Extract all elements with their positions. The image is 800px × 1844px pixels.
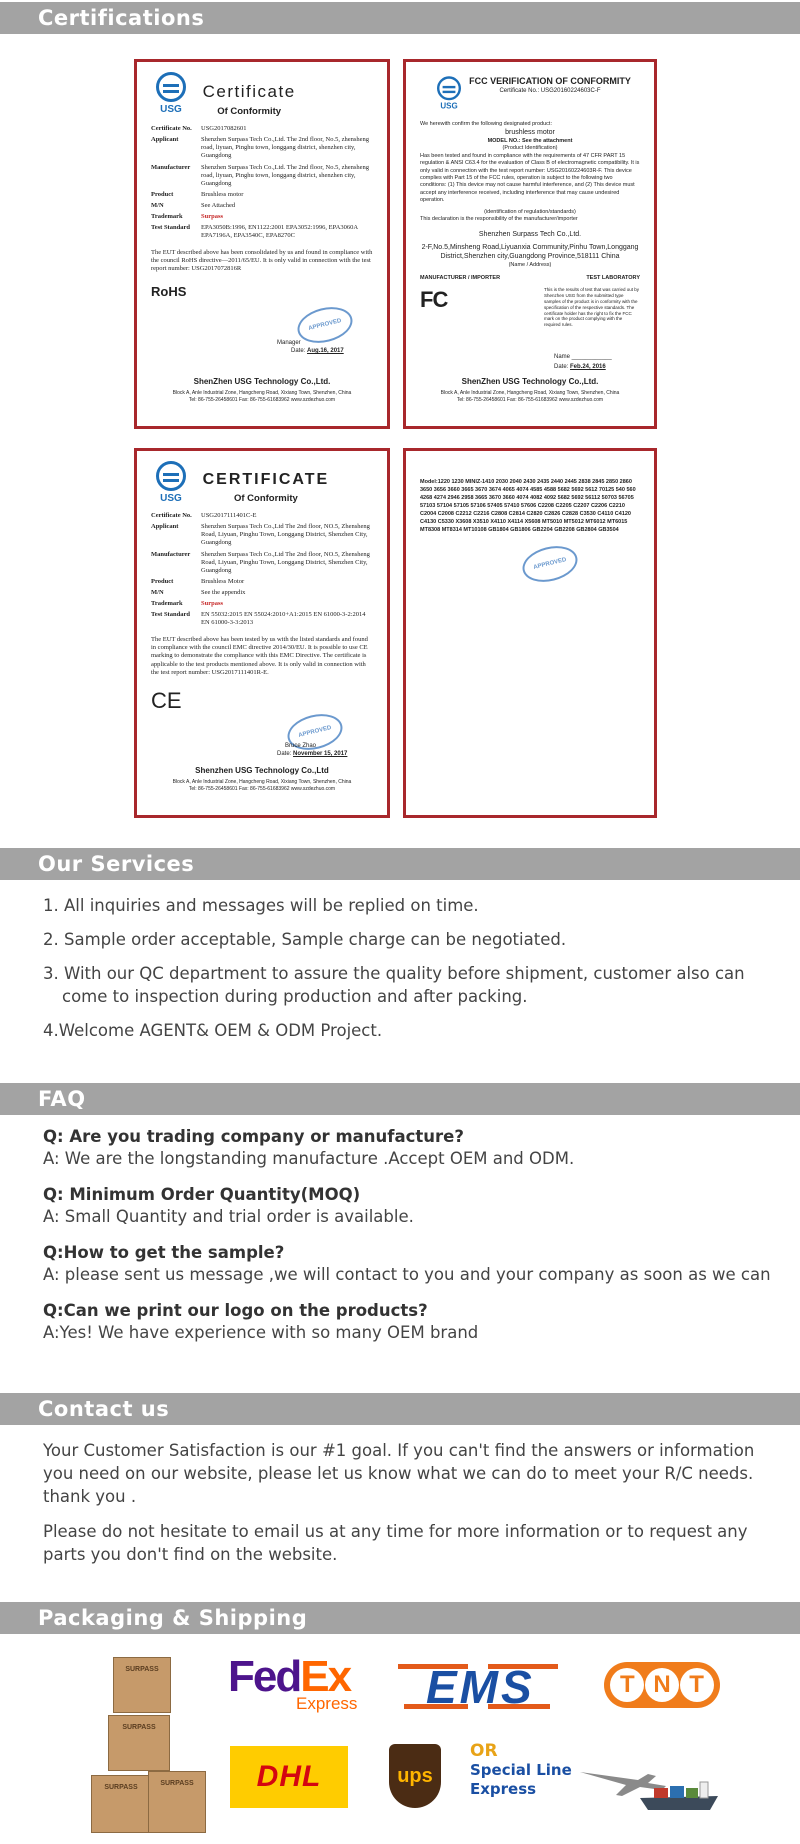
section-header-faq: FAQ [0,1083,800,1115]
usg-logo: USG [151,461,191,504]
certificate-subtitle: Of Conformity [233,493,298,504]
certificate-footer: Shenzhen USG Technology Co.,Ltd Block A, Anle Industrial Zone, Hangcheng Road, Xixiang Town, Shenzhen, China Tel: 86-755-26458601 Fax: 86-755-61683962 www.szdezhuo.com [172,766,352,792]
faq-answer: A: Small Quantity and trial order is available. [43,1207,414,1226]
approved-stamp: APPROVED [294,302,357,349]
signature-block: Manager Date: Aug.16, 2017 [277,340,344,354]
faq-question: Q: Minimum Order Quantity(MOQ) [43,1185,361,1204]
rohs-mark: RoHS [151,283,187,299]
certificate-header [151,72,373,117]
usg-logo: USG [433,76,465,110]
ups-logo: ups [389,1744,441,1808]
special-line-label: OR Special Line Express [470,1741,572,1798]
dhl-logo: DHL [230,1746,348,1808]
section-header-packaging: Packaging & Shipping [0,1602,800,1634]
certificate-number: Certificate No.: USG20160224603C-F [499,88,601,94]
certificate-note: The EUT described above has been consolidated by us and found in compliance with the council RoHS directive—2011/65/EU. It is only valid in connection with the test report number: USG2017072816R [151,248,373,273]
signature-block: Bruce Zhao Date: November 15, 2017 [277,743,348,757]
faq-list [43,1126,783,1358]
certificate-fields: Certificate No. USG2017082601 Applicant Shenzhen Surpass Tech Co.,Ltd. The 2nd floor, No.5, zhensheng road, liyuan, Pinghu town, longgang district, shenzhen city, Guangdong Manufacturer Shenzhen Surpass Tech Co.,Ltd. The 2nd floor, No.5, zhensheng road, liyuan, Pinghu town, longgang district, shenzhen city, Guangdong Product Brushless motor M/N See Attached Trademark Surpass Test Standard EPA3050B:1996, EN1122:2001 EPA3052:1996, EPA3060A EPA7196A, EPA3540C, EPA8270C [151,125,370,240]
plane-and-ship-image [578,1750,728,1814]
contact-paragraph: Your Customer Satisfaction is our #1 goal. If you can't find the answers or information you need on our website, please let us know what we can do to meet your R/C needs. thank you . [43,1441,755,1506]
fedex-logo: FedEx Express [228,1652,358,1713]
section-header-services: Our Services [0,848,800,880]
certificate-header [420,72,640,115]
contact-paragraph: Please do not hesitate to email us at any time for more information or to request any parts you don't find on the website. [43,1522,748,1564]
list-item: 1. All inquiries and messages will be replied on time. [43,896,479,915]
fcc-certificate [403,59,657,429]
certificate-title: FCC VERIFICATION OF CONFORMITY [469,76,631,86]
certificate-subtitle: Of Conformity [217,106,282,117]
ce-mark: CE [151,687,182,713]
rohs-certificate [134,59,390,429]
faq-question: Q:How to get the sample? [43,1243,285,1262]
faq-question: Q:Can we print our logo on the products? [43,1301,428,1320]
faq-answer: A:Yes! We have experience with so many OEM brand [43,1323,479,1342]
certificate-footer: ShenZhen USG Technology Co.,Ltd. Block A, Anle Industrial Zone, Hangcheng Road, Xixiang Town, Shenzhen, China Tel: 86-755-26458601 Fax: 86-755-61683962 www.szdezhuo.com [172,377,352,403]
certificate-fields: Certificate No. USG2017111401C-E Applicant Shenzhen Surpass Tech Co.,Ltd The 2nd floor, NO.5, Zhensheng Road, Liyuan, Pinghu Town, Longgang District, Shenzhen City, Guangdong Manufacturer Shenzhen Surpass Tech Co.,Ltd The 2nd floor, NO.5, Zhensheng Road, Liyuan, Pinghu Town, Longgang District, Shenzhen City, Guangdong Product Brushless Motor M/N See the appendix Trademark Surpass Test Standard EN 55032:2015 EN 55024:2010+A1:2015 EN 61000-3-2:2014 EN 61000-3-3:2013 [151,512,370,627]
certificate-note: The EUT described above has been tested by us with the listed standards and found in compliance with the council EMC directive 2014/30/EU. It is possible to use CE marking to demonstrate the compliance with this EMC Directive. The certificate is applicable to the test products mentioned above. It is only valid in connection with the test report number: USG2017111401R-E. [151,635,368,677]
tnt-logo: T N T [604,1662,720,1708]
fcc-body: We herewith confirm the following designated product: brushless motor MODEL NO.: See the attachment (Product Identification) Has been tested and found in compliance with the requirements of 47 CFR PART 15 regulation & ANSI C63.4 for the evaluation of Class B of electromagnetic compatibility. It is only valid in connection with the test report number: USG20160224603R-F. This device complies with Part 15 of the FCC rules, operation is subject to the following two conditions: (1) This device may not cause harmful interference, and (2) This device must accept any interference received, including interference that may cause undesired operation. (identification of regulation/standards) This declaration is the responsibility of the manufacturer/importer Shenzhen Surpass Tech Co.,Ltd. 2-F,No.5,Minsheng Road,Liyuanxia Community,Pinhu Town,Longgang District,Shenzhen city,Guangdong Province,518111 China (Name / Address) [420,121,640,268]
services-list [43,894,763,1053]
ce-certificate [134,448,390,818]
carton-boxes-image: SURPASS SURPASS SURPASS SURPASS [88,1655,213,1835]
faq-question: Q: Are you trading company or manufacture? [43,1127,464,1146]
lab-label: TEST LABORATORY [586,275,640,282]
contact-text [43,1439,763,1578]
lab-text: This is the results of test that was carried out by Shenzhen USG from the submitted type samples of the product is in conformity with the specification of the respective standards. The certificate holder has the right to fix the FCC mark on the product complying with the required rules. [544,287,640,328]
faq-answer: A: We are the longstanding manufacture .Accept OEM and ODM. [43,1149,575,1168]
fcc-mark: FC [420,287,448,313]
importer-label: MANUFACTURER / IMPORTER [420,275,501,282]
model-appendix-page [403,448,657,818]
certificate-header [151,461,373,504]
approved-stamp: APPROVED [284,709,347,756]
section-header-contact: Contact us [0,1393,800,1425]
list-item: 2. Sample order acceptable, Sample charge can be negotiated. [43,930,567,949]
certificate-title: Certificate [202,82,296,101]
section-header-certifications: Certifications [0,2,800,34]
airplane-icon [580,1772,666,1796]
usg-logo: USG [151,72,191,115]
certificate-footer: ShenZhen USG Technology Co.,Ltd. Block A, Anle Industrial Zone, Hangcheng Road, Xixiang Town, Shenzhen, China Tel: 86-755-26458601 Fax: 86-755-61683962 www.szdezhuo.com [440,377,620,403]
list-item: 4.Welcome AGENT& OEM & ODM Project. [43,1021,383,1040]
model-list: Model:1220 1230 MINIZ-1410 2030 2040 2430 2435 2440 2445 2838 2845 2850 2860 3650 3656 3660 3665 3670 3674 4065 4074 4585 4588 5682 5692 5612 70125 540 560 4268 4274 2946 2958 3665 3670 3660 4074 4082 4092 5682 5692 56112 50703 56705 57103 57104 57105 57106 57405 57410 57606 C2208 C2205 C2207 C2206 C2210 C2004 C2008 C2212 C2216 C2808 C2814 C2820 C2826 C2828 C3530 C4110 C4120 C4130 C5330 X3608 X3510 X4110 X4114 X5608 MT5010 MT5012 MT6012 MT6015 MT8308 MT8314 MT10108 GB1804 GB1806 GB2204 GB2208 GB2804 GB3504 [420,479,636,533]
list-item: 3. With our QC department to assure the quality before shipment, customer also can come to inspection during production and after packing. [43,964,745,1006]
ems-logo: EMS [398,1660,558,1720]
signature-block: Name ____________ Date: Feb.24, 2016 [554,354,612,370]
faq-answer: A: please sent us message ,we will contact to you and your company as soon as we can [43,1265,771,1284]
certificate-title: CERTIFICATE [202,471,330,488]
approved-stamp: APPROVED [519,541,582,588]
